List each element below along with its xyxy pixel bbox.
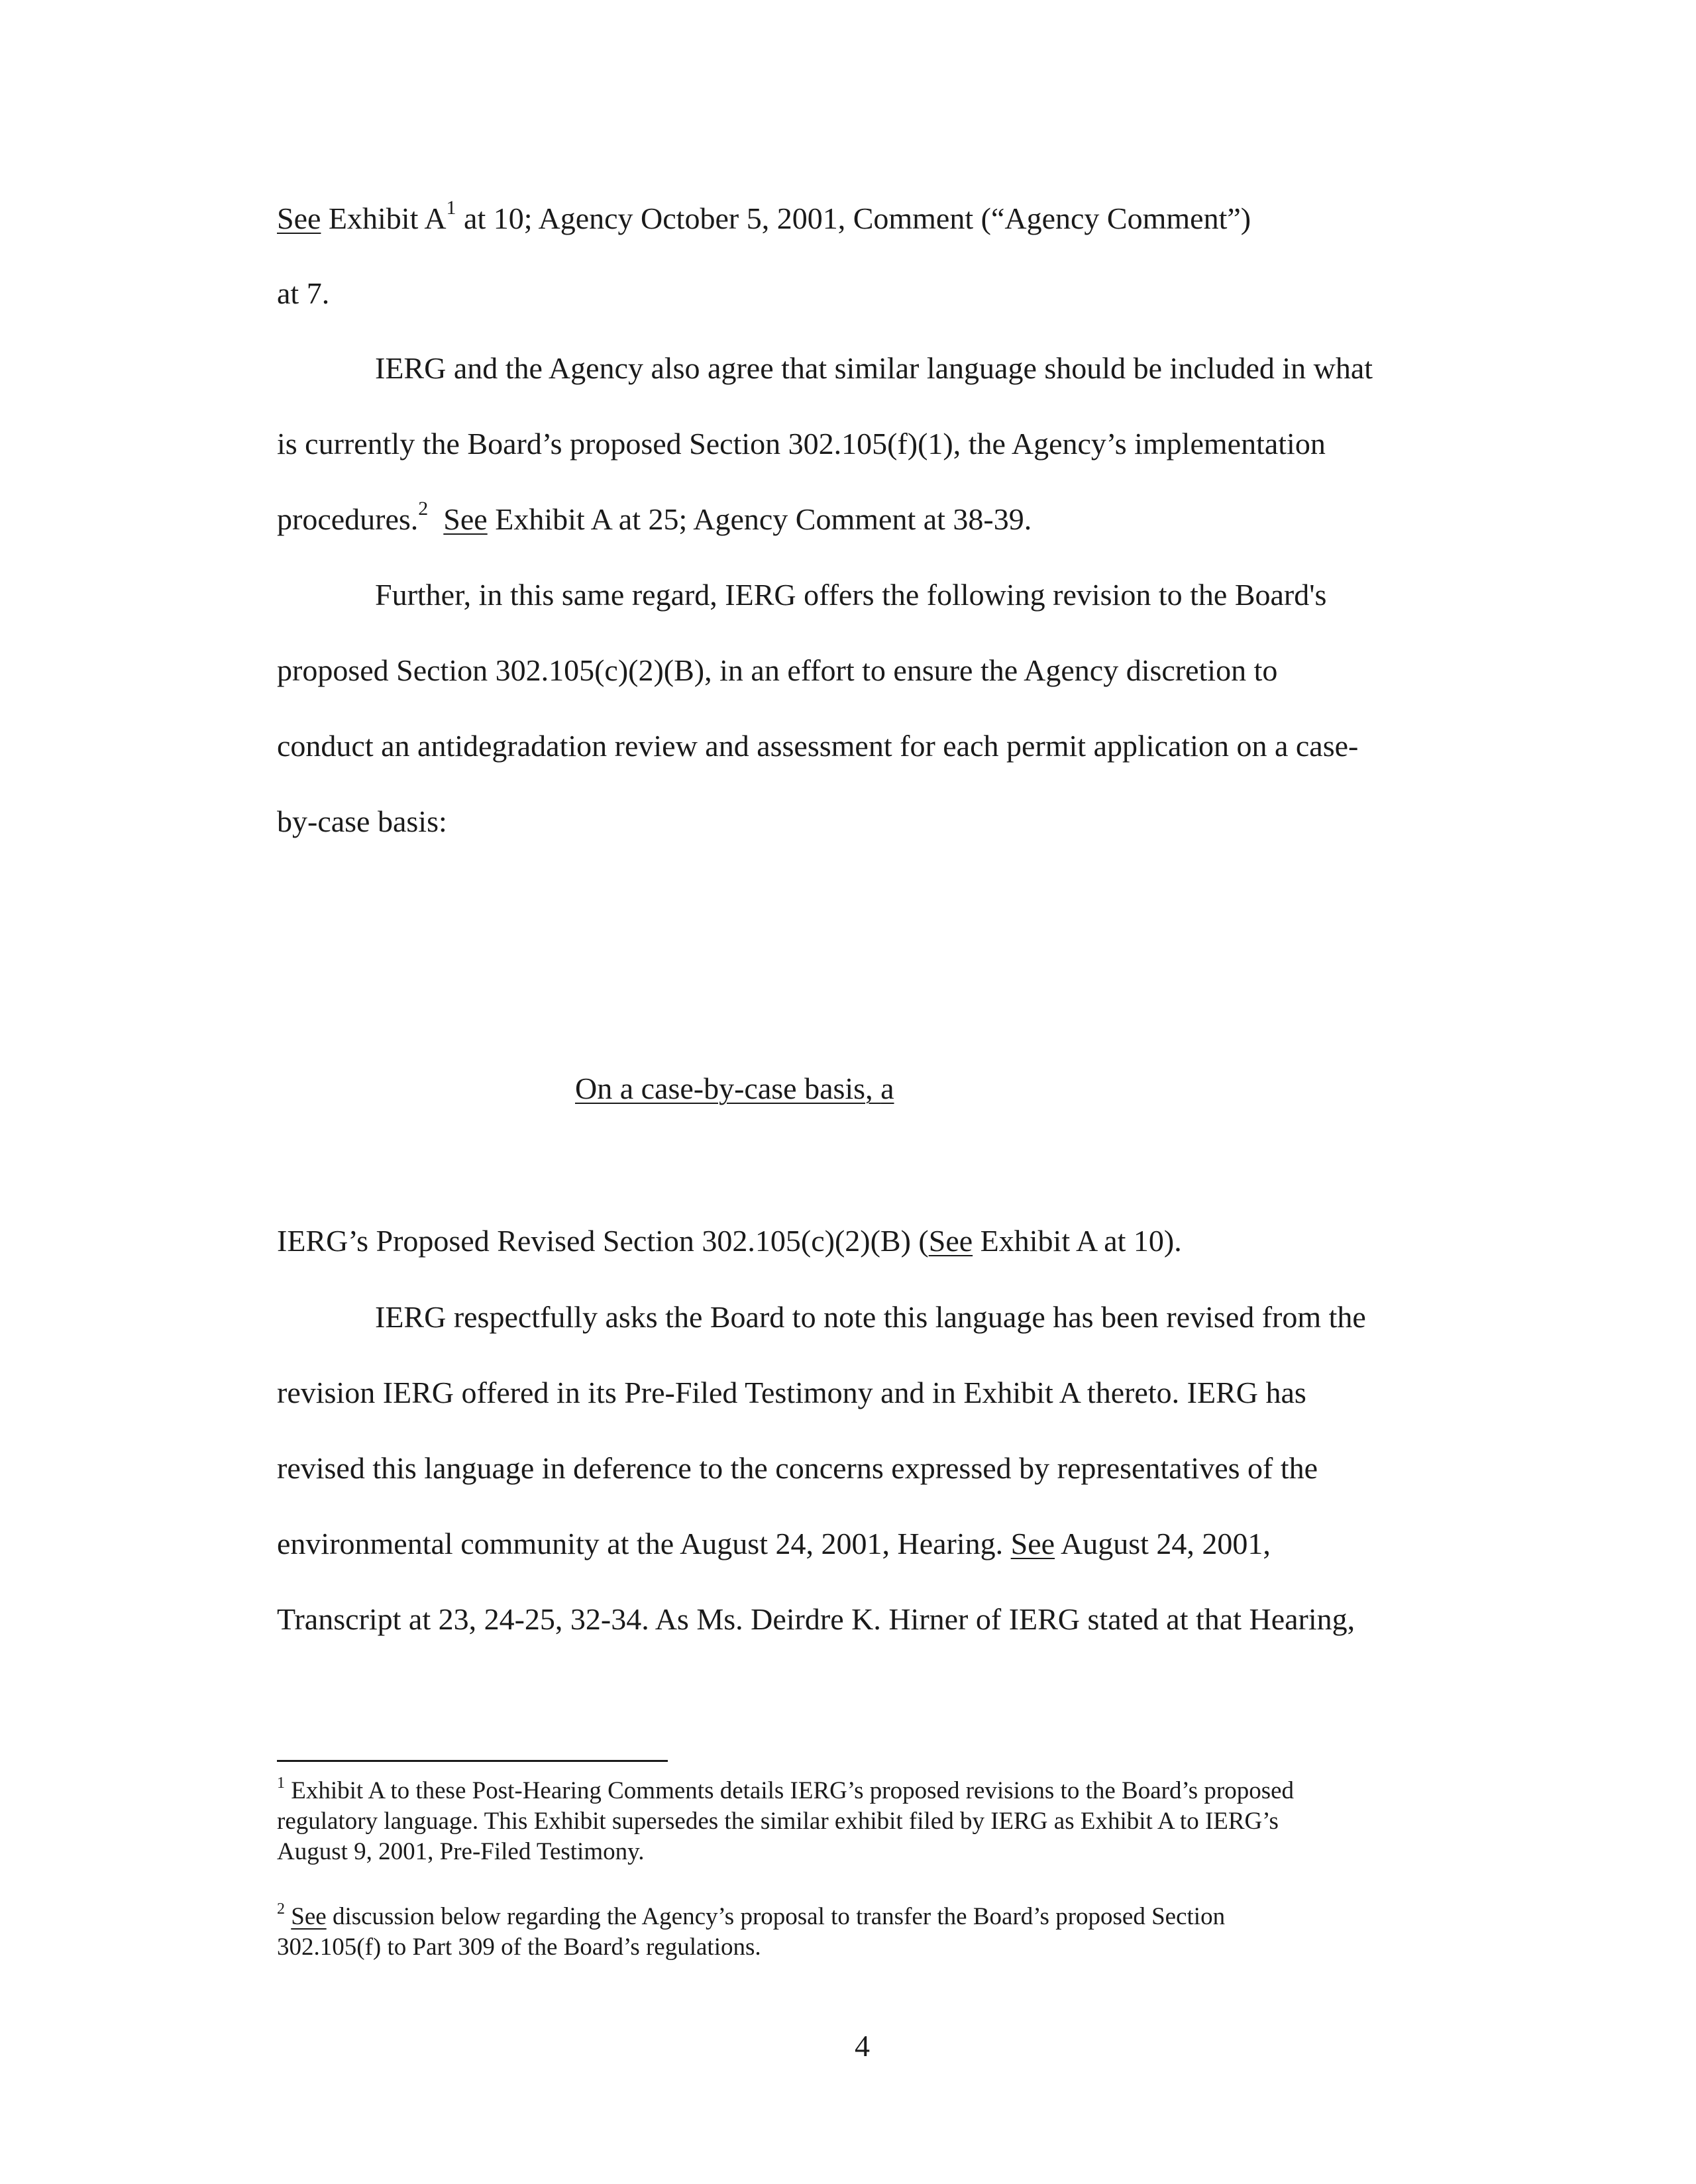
body-line: proposed Section 302.105(c)(2)(B), in an effort to ensure the Agency discretion to [277, 653, 1278, 687]
see-citation: See [291, 1903, 327, 1930]
inserted-text: On a case-by-case basis, [575, 1071, 881, 1105]
footnote-1: $^1$ Exhibit A to these Post-Hearing Comments details IERG’s proposed revisions to the Board’s proposed [277, 1774, 1295, 1804]
body-line: conduct an antidegradation review and assessment for each permit application on a case- [277, 729, 1359, 763]
body-line: revised this language in deference to the concerns expressed by representatives of the [277, 1451, 1318, 1485]
inserted-text: a [880, 1071, 894, 1105]
body-line: at 7. [277, 276, 330, 310]
footnote-1-line: regulatory language. This Exhibit supersedes the similar exhibit filed by IERG as Exhibit A to IERG’s [277, 1808, 1279, 1835]
footnote-mark: 1 [277, 1774, 285, 1792]
footnote-mark: 2 [277, 1900, 285, 1918]
see-citation: See [928, 1224, 973, 1258]
footnote-2: $^2$ See discussion below regarding the Agency’s proposal to transfer the Board’s proposed Section [277, 1900, 1226, 1930]
body-line: by-case basis: [277, 804, 447, 838]
body-line: Transcript at 23, 24-25, 32-34. As Ms. Deirdre K. Hirner of IERG stated at that Hearing, [277, 1602, 1355, 1636]
see-citation: See [1010, 1527, 1055, 1560]
body-line: is currently the Board’s proposed Section 302.105(f)(1), the Agency’s implementation [277, 427, 1326, 461]
see-citation: See [443, 502, 488, 536]
footnote-separator [277, 1760, 668, 1762]
body-line: See Exhibit $A^1$ at 10; Agency October 5, 2001, Comment (“Agency Comment”) [277, 197, 1251, 235]
body-line: environmental community at the August 24, 2001, Hearing. See August 24, 2001, [277, 1527, 1271, 1560]
body-line: IERG respectfully asks the Board to note this language has been revised from the [375, 1300, 1366, 1334]
see-citation: See [277, 201, 321, 235]
footnote-ref-1: 1 [446, 197, 456, 219]
page-number: 4 [855, 2029, 870, 2063]
body-line: procedures.$^2$ See Exhibit A at 25; Agency Comment at 38-39. [277, 498, 1032, 536]
footnote-2-line: 302.105(f) to Part 309 of the Board’s regulations. [277, 1934, 761, 1961]
footnote-ref-2: 2 [418, 498, 429, 519]
body-line: revision IERG offered in its Pre-Filed Testimony and in Exhibit A thereto. IERG has [277, 1376, 1306, 1409]
item-b-text [575, 1070, 894, 1107]
footnote-1-line: August 9, 2001, Pre-Filed Testimony. [277, 1838, 645, 1865]
body-line: Further, in this same regard, IERG offers the following revision to the Board's [375, 578, 1327, 612]
body-line: IERG and the Agency also agree that similar language should be included in what [375, 351, 1373, 385]
body-line: IERG’s Proposed Revised Section 302.105(c)(2)(B) (See Exhibit A at 10). [277, 1224, 1182, 1258]
